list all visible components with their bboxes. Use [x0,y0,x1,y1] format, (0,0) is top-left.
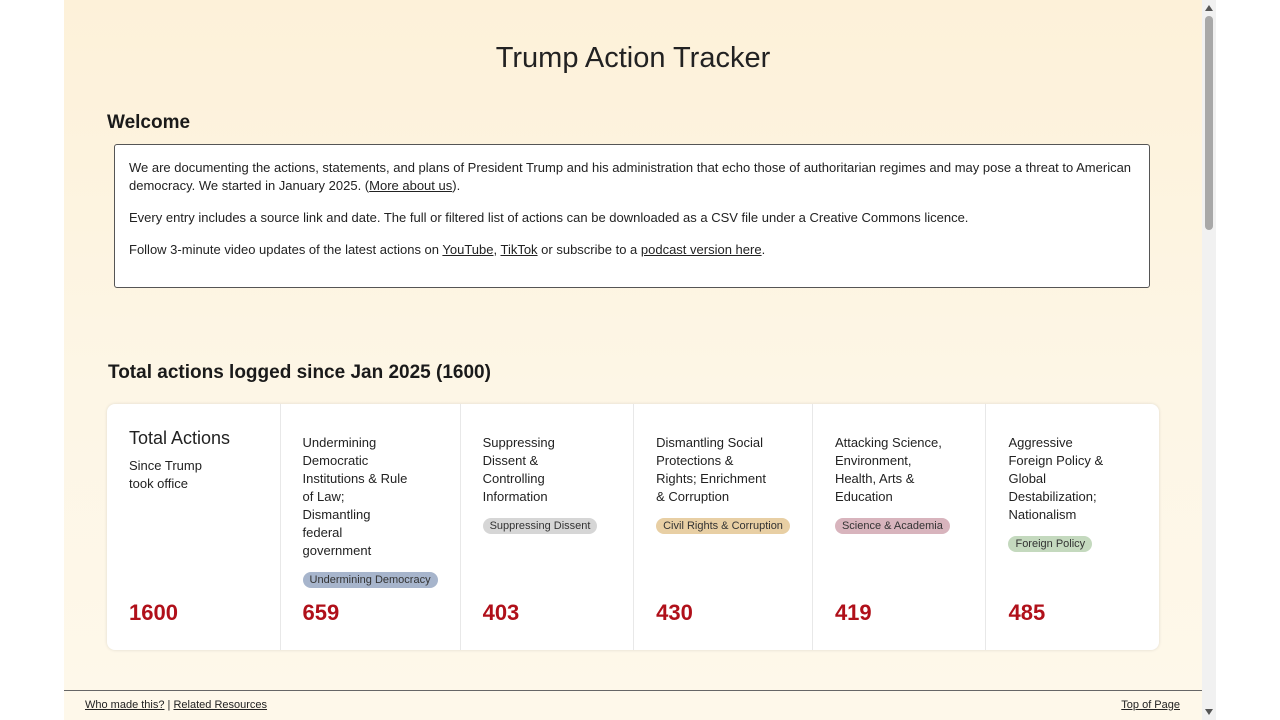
category-count: 485 [1008,600,1046,625]
total-actions-count: 1600 [129,600,178,625]
welcome-text-3: Follow 3-minute video updates of the latest actions on [129,242,443,257]
welcome-text-3-end: . [761,242,766,257]
category-badge: Civil Rights & Corruption [656,518,790,534]
category-card-civil-rights[interactable] [634,404,813,650]
more-about-us-link[interactable]: More about us [369,178,453,193]
related-resources-link[interactable]: Related Resources [173,699,268,711]
welcome-text-1: We are documenting the actions, statements, and plans of President Trump and his administration that echo those of authoritarian regimes and may pose a threat to American democracy. We started in January 2025. ( [129,160,1132,193]
youtube-link[interactable]: YouTube [442,242,494,257]
scroll-up-arrow-icon[interactable] [1205,5,1213,11]
welcome-box [114,144,1150,288]
scrollbar-thumb[interactable] [1205,16,1213,230]
category-count: 419 [834,600,872,625]
tiktok-link[interactable]: TikTok [500,242,538,257]
welcome-text-3-mid: or subscribe to a [537,242,641,257]
category-label: Suppressing Dissent & Controlling Information [482,435,555,504]
page-container [64,0,1202,720]
page-title: Trump Action Tracker [495,42,771,74]
category-label: Undermining Democratic Institutions & Rule of Law; Dismantling federal government [302,435,408,558]
welcome-paragraph-2: Every entry includes a source link and date. The full or filtered list of actions can be downloaded as a CSV file under a Creative Commons licence. [129,210,969,225]
total-actions-card [107,404,281,650]
category-count: 430 [656,600,693,625]
podcast-link[interactable]: podcast version here [640,242,762,257]
category-count: 403 [482,600,520,625]
top-of-page-link[interactable]: Top of Page [1121,699,1180,711]
total-actions-subtitle: Since Trump took office [129,458,202,491]
category-label: Dismantling Social Protections & Rights; Enrichment & Corruption [656,435,766,504]
welcome-paragraph-1 [129,159,1135,195]
who-made-this-link[interactable]: Who made this? [85,699,165,711]
category-badge: Suppressing Dissent [483,518,598,534]
welcome-heading: Welcome [107,112,191,133]
category-count: 659 [302,600,340,625]
welcome-text-3-sep: , [493,242,501,257]
welcome-paragraph-3 [129,241,1135,259]
total-actions-title: Total Actions [129,428,231,448]
footer-left [85,699,267,711]
category-card-dissent[interactable] [461,404,635,650]
category-label: Attacking Science, Environment, Health, Arts & Education [834,435,942,504]
welcome-text-1-end: ). [452,178,461,193]
vertical-scrollbar[interactable] [1202,0,1216,720]
totals-heading: Total actions logged since Jan 2025 (1600) [108,362,491,383]
footer-separator: | [164,699,174,711]
category-badge: Foreign Policy [1008,536,1092,552]
category-badge: Undermining Democracy [303,572,438,588]
footer [64,690,1202,720]
category-card-democracy[interactable] [281,404,461,650]
stats-cards [107,404,1159,650]
footer-right [1121,699,1180,711]
scroll-down-arrow-icon[interactable] [1205,709,1213,715]
category-label: Aggressive Foreign Policy & Global Destabilization; Nationalism [1008,435,1104,522]
category-badge: Science & Academia [835,518,950,534]
category-card-science[interactable] [813,404,987,650]
category-card-foreign-policy[interactable] [986,404,1159,650]
